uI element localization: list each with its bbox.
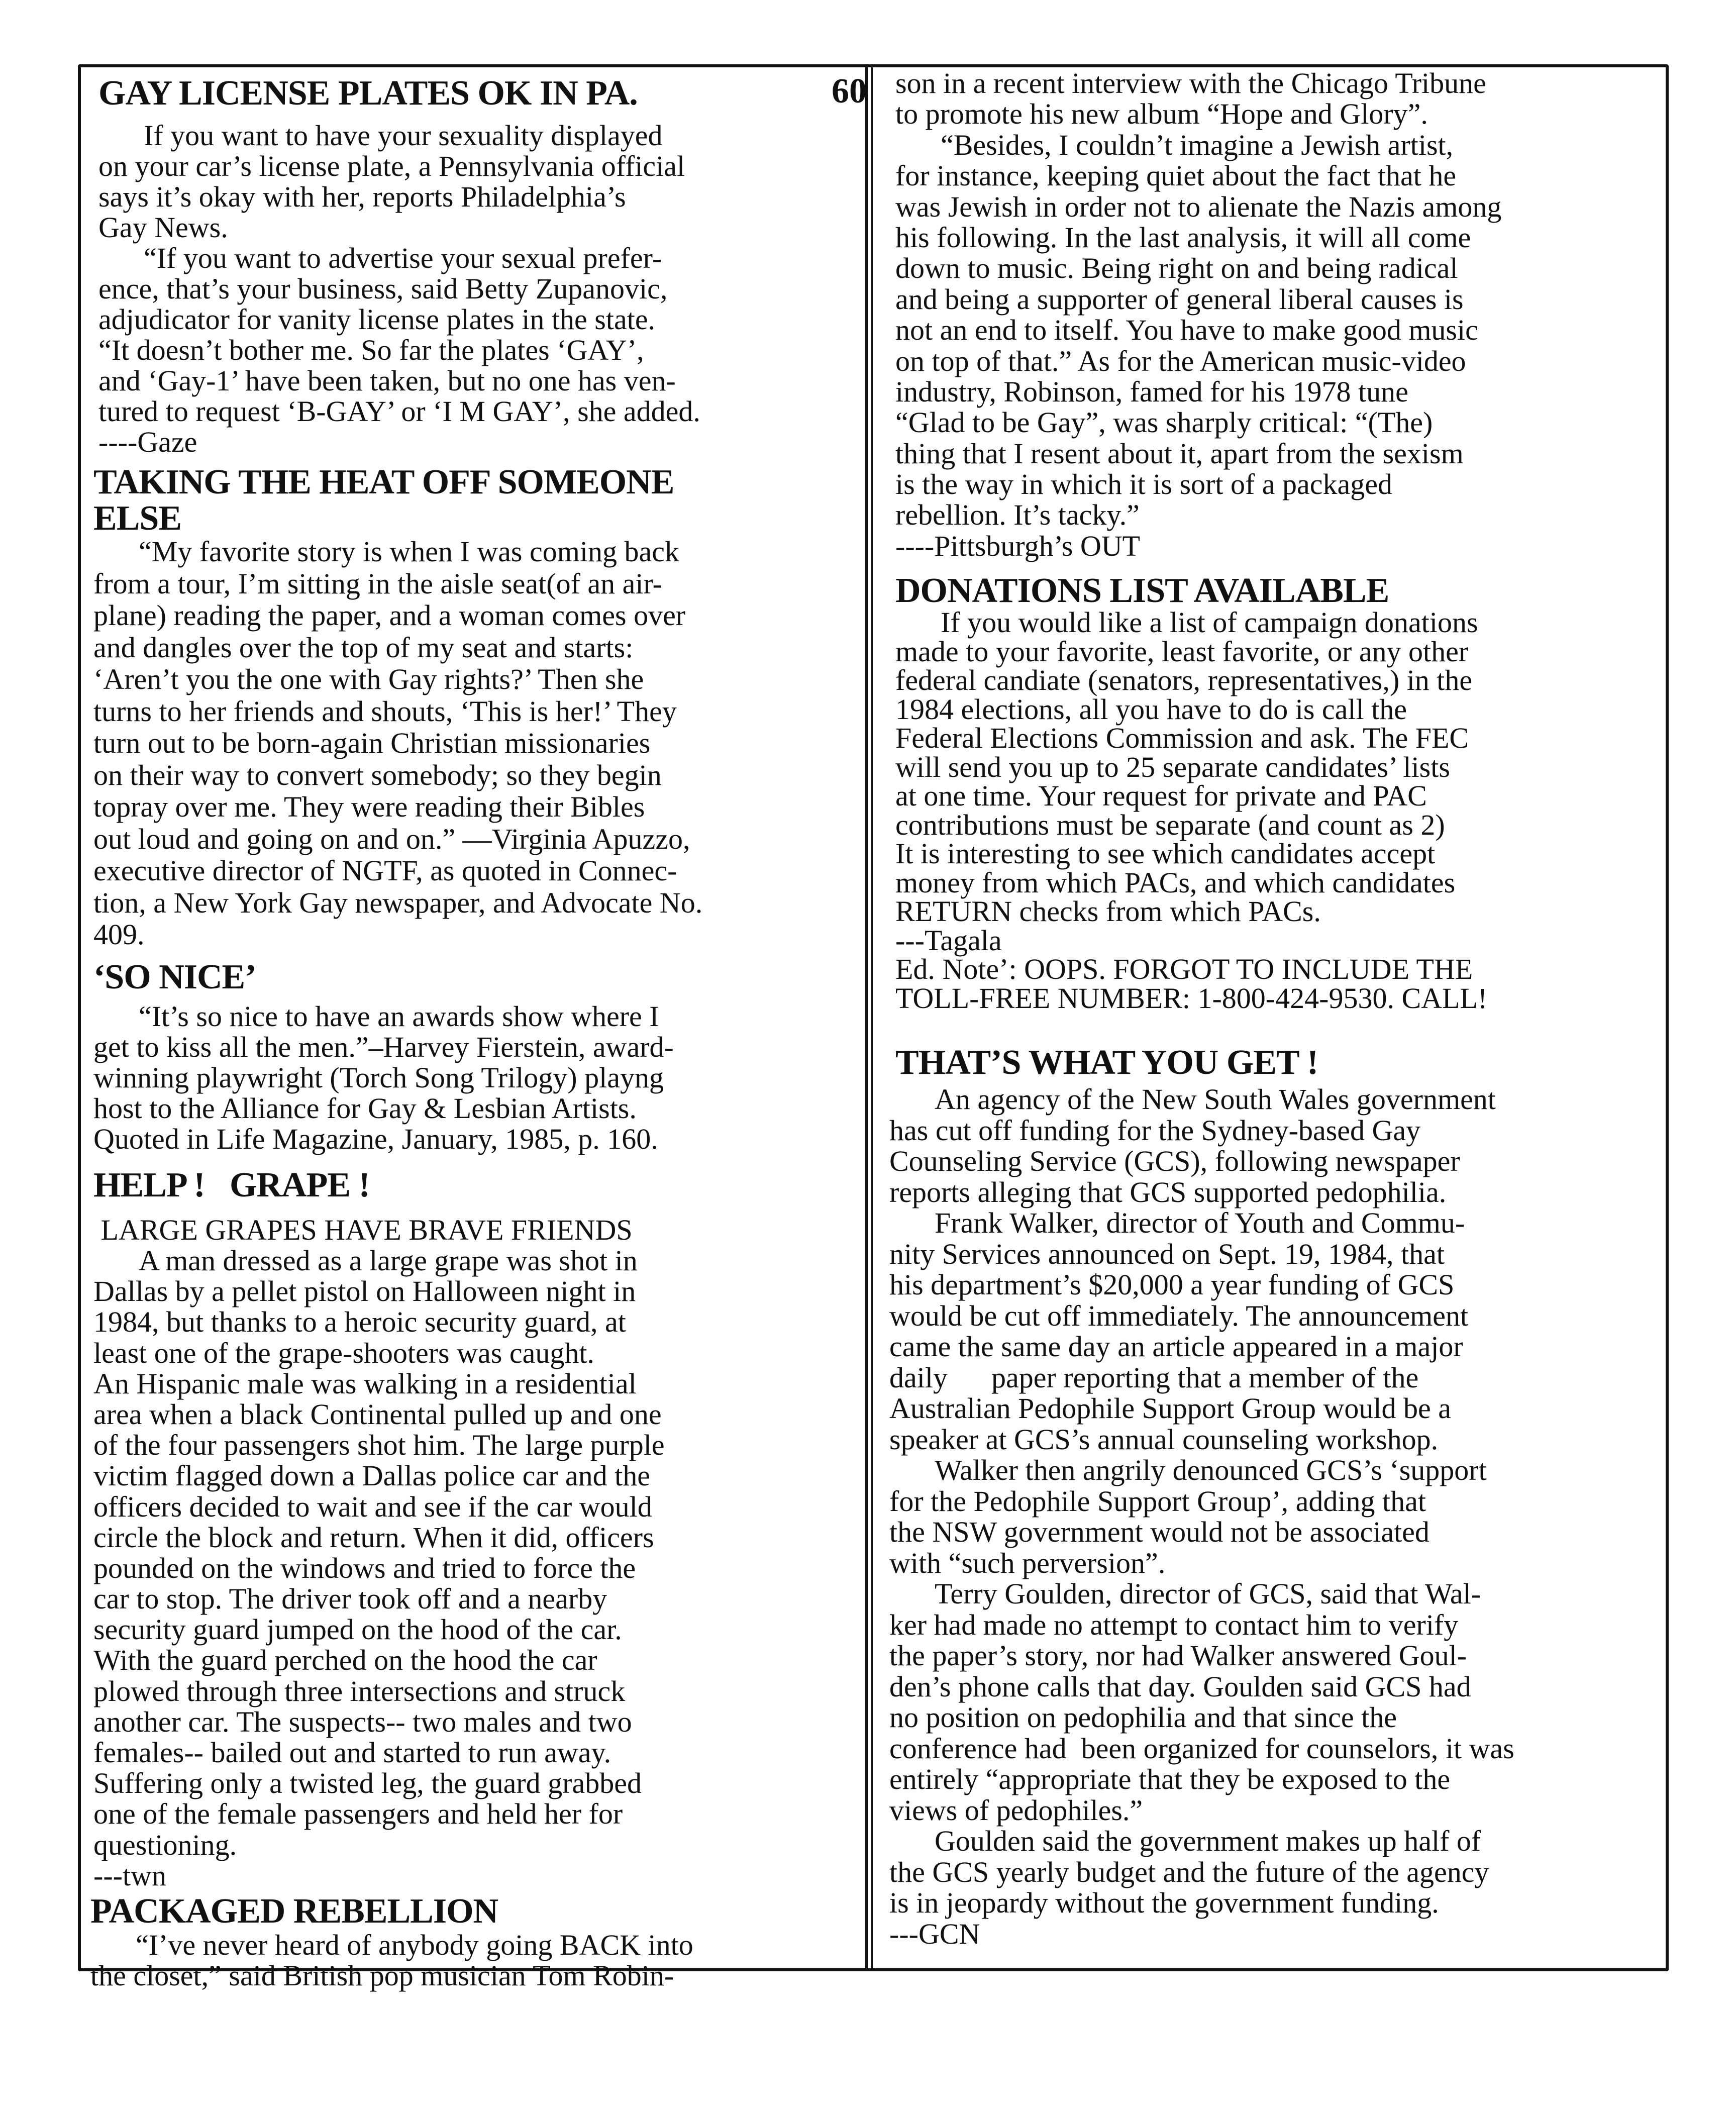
text-line: get to kiss all the men.”–Harvey Fierstein, award-: [93, 1031, 674, 1063]
headline-line: PACKAGED REBELLION: [90, 1892, 498, 1931]
text-line: “I’ve never heard of anybody going BACK into: [136, 1929, 693, 1961]
text-line: den’s phone calls that day. Goulden said GCS had: [889, 1670, 1471, 1703]
text-line: tion, a New York Gay newspaper, and Advocate No.: [93, 886, 703, 919]
text-line: nity Services announced on Sept. 19, 1984, that: [889, 1237, 1445, 1270]
text-line: Quoted in Life Magazine, January, 1985, p. 160.: [93, 1123, 658, 1155]
text-line: contributions must be separate (and count as 2): [895, 808, 1445, 841]
text-line: his department’s $20,000 a year funding of GCS: [889, 1268, 1455, 1301]
text-line: with “such perversion”.: [889, 1546, 1166, 1579]
column-divider: [865, 64, 868, 1971]
headline-line: THAT’S WHAT YOU GET !: [895, 1043, 1318, 1082]
text-line: officers decided to wait and see if the car would: [93, 1490, 652, 1523]
text-line: An Hispanic male was walking in a residential: [93, 1367, 637, 1400]
text-line: ‘Aren’t you the one with Gay rights?’ Then she: [93, 663, 644, 695]
text-line: least one of the grape-shooters was caught.: [93, 1336, 594, 1369]
text-line: his following. In the last analysis, it will all come: [895, 221, 1471, 254]
page-number: 60: [832, 72, 867, 111]
text-line: plowed through three intersections and struck: [93, 1674, 626, 1707]
headline-taking-the-heat: [93, 464, 674, 537]
text-line: the paper’s story, nor had Walker answered Goul-: [889, 1639, 1467, 1672]
text-line: adjudicator for vanity license plates in the state.: [98, 303, 656, 336]
text-line: Goulden said the government makes up half of: [935, 1825, 1481, 1857]
text-line: no position on pedophilia and that since the: [889, 1701, 1397, 1734]
text-line: females-- bailed out and started to run away.: [93, 1736, 611, 1769]
text-line: for instance, keeping quiet about the fact that he: [895, 159, 1457, 192]
text-line: pounded on the windows and tried to force the: [93, 1551, 636, 1584]
text-line: on your car’s license plate, a Pennsylvania official: [98, 150, 685, 182]
text-line: to promote his new album “Hope and Glory”.: [895, 97, 1428, 131]
text-line: It is interesting to see which candidates accept: [895, 837, 1436, 870]
text-line: daily paper reporting that a member of the: [889, 1361, 1419, 1394]
text-line: ---Tagala: [895, 924, 1002, 957]
text-line: Walker then angrily denounced GCS’s ‘support: [935, 1454, 1487, 1486]
text-line: area when a black Continental pulled up and one: [93, 1397, 662, 1431]
text-line: federal candiate (senators, representatives,) in the: [895, 664, 1473, 696]
headline-line: TAKING THE HEAT OFF SOMEONE: [93, 463, 674, 501]
text-line: ---twn: [93, 1859, 166, 1892]
text-line: security guard jumped on the hood of the car.: [93, 1613, 622, 1646]
text-line: turns to her friends and shouts, ‘This is her!’ They: [93, 694, 677, 728]
text-line: made to your favorite, least favorite, or any other: [895, 635, 1469, 668]
text-line: and being a supporter of general liberal causes is: [895, 282, 1464, 316]
text-line: RETURN checks from which PACs.: [895, 895, 1321, 928]
text-line: victim flagged down a Dallas police car and the: [93, 1459, 651, 1492]
text-line: “It doesn’t bother me. So far the plates ‘GAY’,: [98, 334, 644, 366]
text-line: An agency of the New South Wales government: [935, 1083, 1496, 1116]
text-line: winning playwright (Torch Song Trilogy) playng: [93, 1061, 664, 1094]
text-line: 409.: [93, 918, 145, 951]
text-line: one of the female passengers and held her for: [93, 1797, 623, 1831]
text-line: tured to request ‘B-GAY’ or ‘I M GAY’, she added.: [98, 395, 700, 428]
text-line: ----Pittsburgh’s OUT: [895, 529, 1141, 562]
headline-line: DONATIONS LIST AVAILABLE: [895, 571, 1389, 610]
text-line: “Glad to be Gay”, was sharply critical: “(The): [895, 406, 1433, 439]
text-line: Terry Goulden, director of GCS, said that Wal-: [935, 1577, 1481, 1610]
text-line: Suffering only a twisted leg, the guard grabbed: [93, 1767, 642, 1800]
text-line: Gay News.: [98, 211, 228, 244]
text-line: views of pedophiles.”: [889, 1793, 1143, 1827]
text-line: circle the block and return. When it did, officers: [93, 1521, 654, 1554]
text-line: says it’s okay with her, reports Philadelphia’s: [98, 180, 626, 213]
text-line: and ‘Gay-1’ have been taken, but no one has ven-: [98, 364, 676, 397]
text-line: on their way to convert somebody; so they begin: [93, 758, 662, 791]
text-line: thing that I resent about it, apart from the sexism: [895, 437, 1464, 470]
text-line: has cut off funding for the Sydney-based Gay: [889, 1114, 1421, 1147]
headline-packaged-rebellion: [90, 1893, 498, 1930]
text-line: TOLL-FREE NUMBER: 1-800-424-9530. CALL!: [895, 981, 1488, 1015]
article-packaged-rebellion-continued: [895, 68, 1501, 561]
text-line: industry, Robinson, famed for his 1978 tune: [895, 375, 1408, 408]
text-line: Australian Pedophile Support Group would be a: [889, 1392, 1451, 1425]
text-line: another car. The suspects-- two males and two: [93, 1705, 632, 1738]
text-line: reports alleging that GCS supported pedophilia.: [889, 1175, 1447, 1209]
text-line: 1984 elections, all you have to do is call the: [895, 692, 1407, 726]
headline-help-grape: [93, 1167, 370, 1203]
text-line: LARGE GRAPES HAVE BRAVE FRIENDS: [93, 1214, 633, 1246]
headline-line: HELP ! GRAPE !: [93, 1166, 370, 1204]
article-taking-the-heat: [93, 536, 702, 951]
headline-line: ‘SO NICE’: [93, 958, 256, 996]
text-line: rebellion. It’s tacky.”: [895, 498, 1140, 532]
text-line: executive director of NGTF, as quoted in Connec-: [93, 854, 677, 887]
article-so-nice: [93, 1001, 674, 1154]
headline-thats-what-you-get: [895, 1045, 1318, 1081]
text-line: out loud and going on and on.” —Virginia Apuzzo,: [93, 822, 690, 855]
article-donations-list: [895, 608, 1487, 1013]
text-line: and dangles over the top of my seat and starts:: [93, 631, 634, 664]
text-line: Federal Elections Commission and ask. The FEC: [895, 722, 1469, 754]
headline-line: ELSE: [93, 499, 181, 538]
text-line: “It’s so nice to have an awards show where I: [139, 1000, 659, 1033]
text-line: the closet,” said British pop musician Tom Robin-: [90, 1959, 674, 1992]
text-line: is the way in which it is sort of a packaged: [895, 468, 1392, 501]
text-line: not an end to itself. You have to make good music: [895, 314, 1478, 347]
text-line: from a tour, I’m sitting in the aisle seat(of an air-: [93, 567, 662, 600]
text-line: came the same day an article appeared in a major: [889, 1330, 1463, 1363]
article-license-plates: [98, 120, 700, 457]
text-line: on top of that.” As for the American music-video: [895, 344, 1466, 377]
headline-donations-list: [895, 573, 1389, 609]
text-line: the NSW government would not be associated: [889, 1516, 1429, 1548]
text-line: entirely “appropriate that they be exposed to the: [889, 1763, 1451, 1795]
text-line: “Besides, I couldn’t imagine a Jewish artist,: [941, 128, 1454, 161]
text-line: “My favorite story is when I was coming back: [139, 535, 679, 568]
text-line: is in jeopardy without the government funding.: [889, 1886, 1439, 1919]
text-line: 1984, but thanks to a heroic security guard, at: [93, 1305, 626, 1339]
text-line: the GCS yearly budget and the future of the agency: [889, 1855, 1489, 1888]
text-line: plane) reading the paper, and a woman comes over: [93, 599, 686, 632]
text-line: conference had been organized for counselors, it was: [889, 1732, 1514, 1765]
text-line: ence, that’s your business, said Betty Zupanovic,: [98, 272, 668, 305]
text-line: of the four passengers shot him. The large purple: [93, 1429, 665, 1462]
column-divider-inner: [871, 64, 873, 1971]
text-line: at one time. Your request for private and PAC: [895, 779, 1427, 812]
text-line: A man dressed as a large grape was shot in: [139, 1244, 638, 1277]
article-help-grape: [93, 1245, 665, 1891]
text-line: With the guard perched on the hood the car: [93, 1644, 597, 1677]
text-line: Ed. Note’: OOPS. FORGOT TO INCLUDE THE: [895, 953, 1473, 985]
text-line: car to stop. The driver took off and a nearby: [93, 1582, 607, 1616]
text-line: money from which PACs, and which candidates: [895, 866, 1456, 899]
text-line: was Jewish in order not to alienate the Nazis among: [895, 190, 1502, 223]
headline-so-nice: [93, 959, 256, 995]
text-line: for the Pedophile Support Group’, adding that: [889, 1484, 1426, 1518]
headline-gay-license-plates: [98, 75, 638, 112]
text-line: “If you want to advertise your sexual prefer-: [144, 242, 662, 274]
text-line: down to music. Being right on and being radical: [895, 252, 1458, 285]
text-line: would be cut off immediately. The announcement: [889, 1299, 1469, 1332]
text-line: If you would like a list of campaign donations: [941, 606, 1478, 639]
headline-line: GAY LICENSE PLATES OK IN PA.: [98, 74, 638, 113]
text-line: questioning.: [93, 1828, 237, 1861]
text-line: ---GCN: [889, 1917, 980, 1950]
article-packaged-rebellion: [90, 1930, 693, 1991]
text-line: Dallas by a pellet pistol on Halloween night in: [93, 1275, 636, 1308]
text-line: topray over me. They were reading their Bibles: [93, 790, 645, 823]
article-thats-what-you-get: [889, 1084, 1514, 1949]
text-line: Frank Walker, director of Youth and Commu-: [935, 1206, 1465, 1239]
text-line: will send you up to 25 separate candidates’ lists: [895, 750, 1450, 783]
text-line: ----Gaze: [98, 426, 197, 458]
text-line: speaker at GCS’s annual counseling workshop.: [889, 1423, 1439, 1456]
subheadline-large-grapes: [93, 1215, 633, 1245]
text-line: turn out to be born-again Christian missionaries: [93, 727, 651, 759]
text-line: host to the Alliance for Gay & Lesbian Artists.: [93, 1092, 637, 1125]
text-line: son in a recent interview with the Chicago Tribune: [895, 67, 1486, 99]
text-line: Counseling Service (GCS), following newspaper: [889, 1145, 1460, 1177]
text-line: If you want to have your sexuality displayed: [144, 119, 663, 152]
text-line: ker had made no attempt to contact him to verify: [889, 1608, 1459, 1641]
